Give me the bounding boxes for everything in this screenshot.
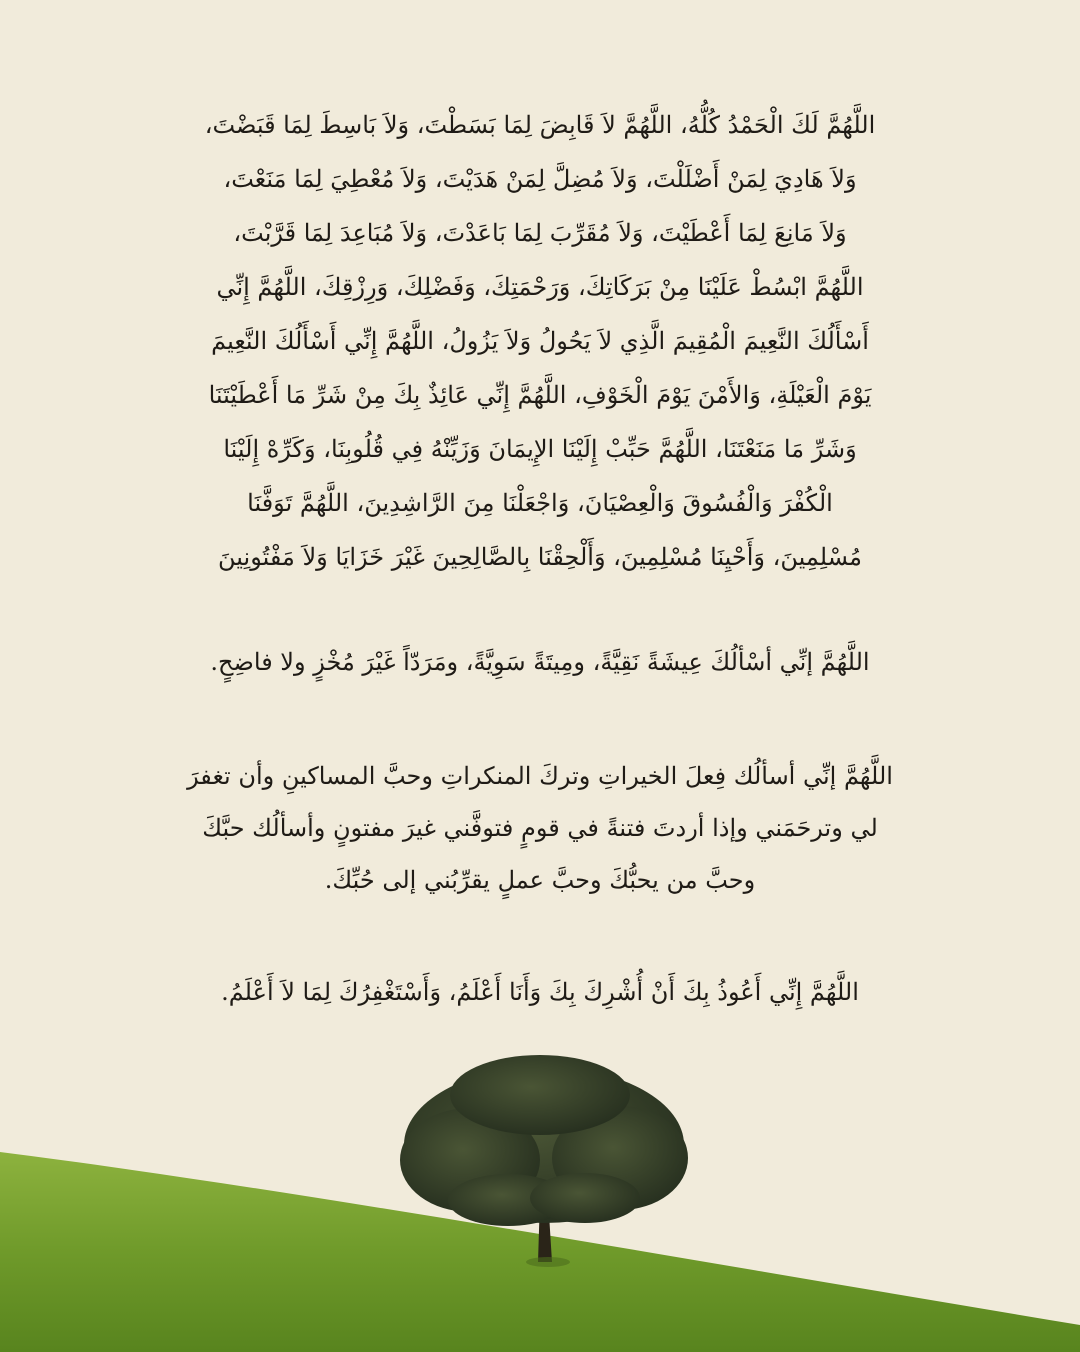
text-line: اللَّهُمَّ إنِّي أسْألُكَ عِيشَةً نَقِيَّةً، ومِيتَةً سَوِيَّةً، ومَرَدّاً غَيْرَ مُخْزٍ ولا فاضِحٍ. xyxy=(210,648,870,676)
text-line: أَسْأَلُكَ النَّعِيمَ الْمُقِيمَ الَّذِي لاَ يَحُولُ وَلاَ يَزُولُ، اللَّهُمَّ إِنِّي أَسْأَلُكَ النَّعِيمَ xyxy=(211,327,869,355)
text-line: اللَّهُمَّ لَكَ الْحَمْدُ كُلُّهُ، اللَّهُمَّ لاَ قَابِضَ لِمَا بَسَطْتَ، وَلاَ بَاسِطَ لِمَا قَبَضْتَ، xyxy=(204,111,876,139)
text-line: اللَّهُمَّ إِنِّي أَعُوذُ بِكَ أَنْ أُشْرِكَ بِكَ وَأَنَا أَعْلَمُ، وَأَسْتَغْفِرُكَ لِمَا لاَ أَعْلَمُ. xyxy=(221,978,859,1006)
text-line: وَشَرِّ مَا مَنَعْتَنَا، اللَّهُمَّ حَبِّبْ إِلَيْنَا الإِيمَانَ وَزَيِّنْهُ فِي قُلُوبِنَا، وَكَرِّهْ إِلَيْنَا xyxy=(223,435,857,463)
prayer-paragraph-3 xyxy=(150,750,930,906)
text-line: مُسْلِمِينَ، وَأَحْيِنَا مُسْلِمِينَ، وَأَلْحِقْنَا بِالصَّالِحِينَ غَيْرَ خَزَايَا وَلاَ مَفْتُونِينَ xyxy=(218,543,862,571)
prayer-paragraph-2 xyxy=(150,636,930,688)
text-line: اللَّهُمَّ إنِّي أسألُك فِعلَ الخيراتِ وتركَ المنكراتِ وحبَّ المساكينِ وأن تغفرَ xyxy=(187,762,893,790)
text-line: وَلاَ مَانِعَ لِمَا أَعْطَيْتَ، وَلاَ مُقَرِّبَ لِمَا بَاعَدْتَ، وَلاَ مُبَاعِدَ لِمَا قَرَّبْتَ، xyxy=(233,219,847,247)
prayer-text xyxy=(150,98,930,1018)
text-line: اللَّهُمَّ ابْسُطْ عَلَيْنَا مِنْ بَرَكَاتِكَ، وَرَحْمَتِكَ، وَفَضْلِكَ، وَرِزْقِكَ، اللَّهُمَّ إِنِّي xyxy=(216,273,864,301)
text-line: يَوْمَ الْعَيْلَةِ، وَالأَمْنَ يَوْمَ الْخَوْفِ، اللَّهُمَّ إِنِّي عَائِذٌ بِكَ مِنْ شَرِّ مَا أَعْطَيْتَنَا xyxy=(208,381,872,409)
tree-canopy xyxy=(400,1055,688,1226)
text-line: وَلاَ هَادِيَ لِمَنْ أَضْلَلْتَ، وَلاَ مُضِلَّ لِمَنْ هَدَيْتَ، وَلاَ مُعْطِيَ لِمَا مَنَعْتَ، xyxy=(223,165,857,193)
text-line: لي وترحَمَني وإذا أردتَ فتنةً في قومٍ فتوفَّني غيرَ مفتونٍ وأسألُك حبَّكَ xyxy=(202,814,878,842)
text-line: وحبَّ من يحبُّكَ وحبَّ عملٍ يقرِّبُني إلى حُبِّكَ. xyxy=(324,866,756,894)
prayer-paragraph-4 xyxy=(150,966,930,1018)
prayer-paragraph-1 xyxy=(150,98,930,584)
text-line: الْكُفْرَ وَالْفُسُوقَ وَالْعِصْيَانَ، وَاجْعَلْنَا مِنَ الرَّاشِدِينَ، اللَّهُمَّ تَوَفَّنَا xyxy=(247,489,833,517)
